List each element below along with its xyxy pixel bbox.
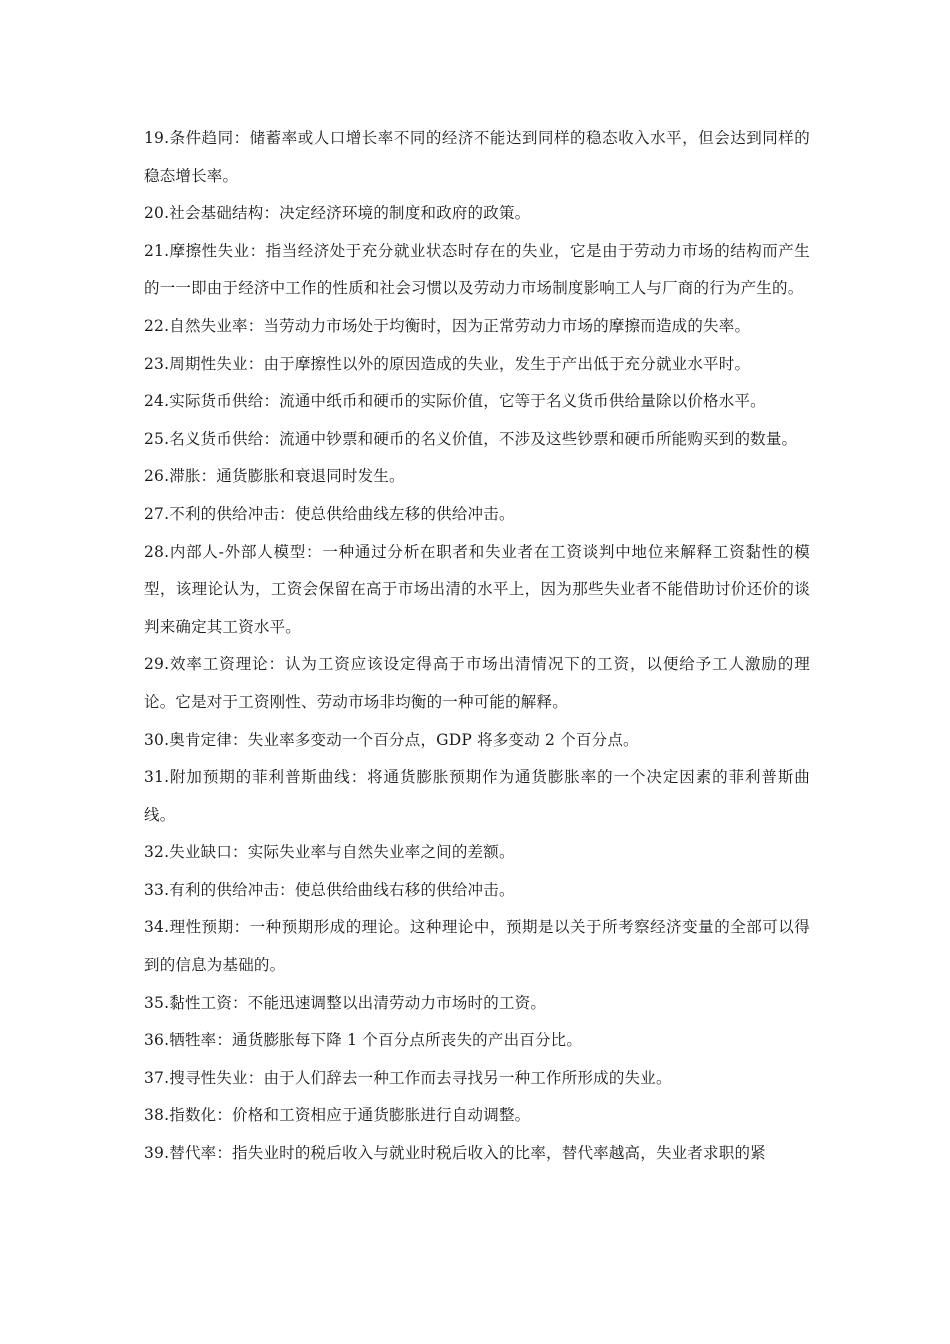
- glossary-entry-19: 19.条件趋同：储蓄率或人口增长率不同的经济不能达到同样的稳态收入水平，但会达到同样的稳态增长率。: [144, 129, 810, 185]
- glossary-entry-29: 29.效率工资理论：认为工资应该设定得高于市场出清情况下的工资，以便给予工人激励的理论。它是对于工资刚性、劳动市场非均衡的一种可能的解释。: [144, 655, 810, 711]
- glossary-entry-24: 24.实际货币供给：流通中纸币和硬币的实际价值，它等于名义货币供给量除以价格水平。: [144, 392, 766, 411]
- glossary-entry-23: 23.周期性失业：由于摩擦性以外的原因造成的失业，发生于产出低于充分就业水平时。: [144, 354, 751, 373]
- glossary-entry-20: 20.社会基础结构：决定经济环境的制度和政府的政策。: [144, 204, 531, 223]
- glossary-entry-27: 27.不利的供给冲击：使总供给曲线左移的供给冲击。: [144, 504, 515, 523]
- glossary-entry-38: 38.指数化：价格和工资相应于通货膨胀进行自动调整。: [144, 1106, 531, 1125]
- glossary-entry-28: 28.内部人-外部人模型：一种通过分析在职者和失业者在工资谈判中地位来解释工资黏性的模型，该理论认为，工资会保留在高于市场出清的水平上，因为那些失业者不能借助讨价还价的谈判来确定其工资水平。: [144, 542, 810, 636]
- glossary-entry-21: 21.摩擦性失业：指当经济处于充分就业状态时存在的失业，它是由于劳动力市场的结构而产生的一一即由于经济中工作的性质和社会习惯以及劳动力市场制度影响工人与厂商的行为产生的。: [144, 241, 810, 298]
- glossary-entry-37: 37.搜寻性失业：由于人们辞去一种工作而去寻找另一种工作所形成的失业。: [144, 1068, 672, 1087]
- glossary-entry-22: 22.自然失业率：当劳动力市场处于均衡时，因为正常劳动力市场的摩擦而造成的失率。: [144, 316, 751, 335]
- glossary-entry-36: 36.牺牲率：通货膨胀每下降 1 个百分点所丧失的产出百分比。: [144, 1031, 583, 1050]
- glossary-entry-34: 34.理性预期：一种预期形成的理论。这种理论中，预期是以关于所考察经济变量的全部可以得到的信息为基础的。: [144, 918, 810, 975]
- glossary-entry-35: 35.黏性工资：不能迅速调整以出清劳动力市场时的工资。: [144, 993, 547, 1012]
- glossary-list: [144, 120, 810, 1173]
- glossary-entry-32: 32.失业缺口：实际失业率与自然失业率之间的差额。: [144, 843, 515, 862]
- glossary-entry-26: 26.滞胀：通货膨胀和衰退同时发生。: [144, 467, 405, 486]
- glossary-entry-25: 25.名义货币供给：流通中钞票和硬币的名义价值，不涉及这些钞票和硬币所能购买到的数量。: [144, 429, 798, 448]
- glossary-entry-33: 33.有利的供给冲击：使总供给曲线右移的供给冲击。: [144, 880, 515, 899]
- glossary-entry-31: 31.附加预期的菲利普斯曲线：将通货膨胀预期作为通货膨胀率的一个决定因素的菲利普斯曲线。: [144, 768, 810, 824]
- glossary-entry-39: 39.替代率：指失业时的税后收入与就业时税后收入的比率，替代率越高，失业者求职的紧: [144, 1144, 766, 1163]
- glossary-entry-30: 30.奥肯定律：失业率多变动一个百分点，GDP 将多变动 2 个百分点。: [144, 730, 639, 749]
